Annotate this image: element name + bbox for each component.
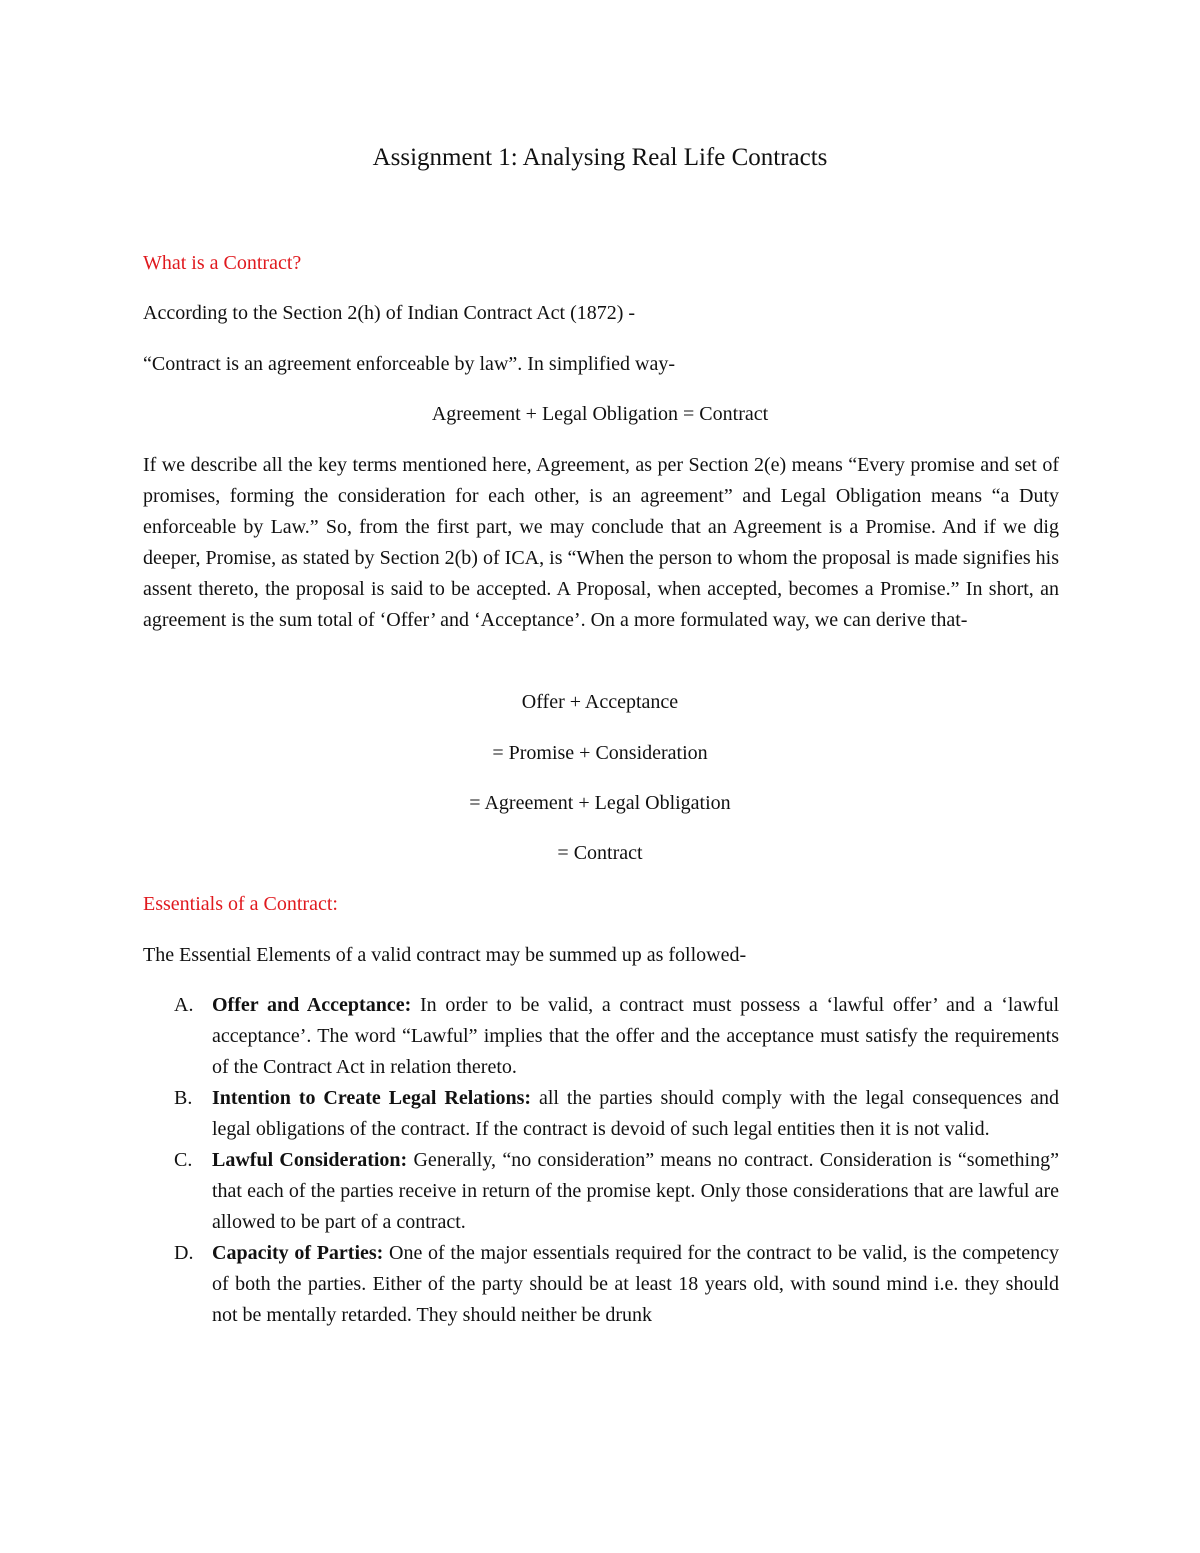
list-marker: C. — [174, 1149, 193, 1171]
derivation-step-3: = Agreement + Legal Obligation — [469, 792, 731, 814]
definition-line: “Contract is an agreement enforceable by law”. In simplified way- — [143, 353, 676, 375]
derivation-step-4: = Contract — [557, 842, 643, 864]
list-marker: B. — [174, 1087, 193, 1109]
list-marker: A. — [174, 994, 194, 1016]
list-item-text: Generally, “no consideration” means no contract. Consideration is “something” that each of the parties receive in return of the promise kept. Only those considerations that are lawful are allowed to be part of a contract. — [212, 1149, 1059, 1233]
section-reference-line: According to the Section 2(h) of Indian Contract Act (1872) - — [143, 302, 636, 324]
list-item-term: Lawful Consideration: — [212, 1149, 408, 1171]
list-marker: D. — [174, 1242, 194, 1264]
section-heading-essentials: Essentials of a Contract: — [143, 893, 338, 915]
essentials-list — [143, 990, 1059, 1331]
contract-formula: Agreement + Legal Obligation = Contract — [431, 403, 769, 425]
derivation-step-1: Offer + Acceptance — [521, 691, 679, 713]
list-item-text: In order to be valid, a contract must possess a ‘lawful offer’ and a ‘lawful acceptance’. The word “Lawful” implies that the offer and the acceptance must satisfy the requirements of the Contract Act in relation thereto. — [212, 994, 1059, 1078]
essentials-list-item — [143, 1083, 1059, 1145]
section-heading-what-is-contract: What is a Contract? — [143, 252, 302, 274]
list-item-term: Offer and Acceptance: — [212, 994, 412, 1016]
document-title: Assignment 1: Analysing Real Life Contracts — [372, 144, 828, 171]
essentials-intro: The Essential Elements of a valid contract may be summed up as followed- — [143, 944, 747, 966]
list-item-text: all the parties should comply with the legal consequences and legal obligations of the contract. If the contract is devoid of such legal entities then it is not valid. — [212, 1087, 1060, 1140]
list-item-text: One of the major essentials required for the contract to be valid, is the competency of both the parties. Either of the party should be at least 18 years old, with sound mind i.e. they should not be mentally retarded. They should neither be drunk — [212, 1242, 1060, 1326]
list-item-term: Intention to Create Legal Relations: — [212, 1087, 532, 1109]
essentials-list-item — [143, 1145, 1059, 1238]
derivation-step-2: = Promise + Consideration — [492, 742, 708, 764]
essentials-list-item — [143, 1238, 1059, 1331]
essentials-list-item — [143, 990, 1059, 1083]
key-terms-paragraph: If we describe all the key terms mentioned here, Agreement, as per Section 2(e) means “Every promise and set of promises, forming the consideration for each other, is an agreement” and Legal Obligation means “a Duty enforceable by Law.” So, from the first part, we may conclude that an Agreement is a Promise. And if we dig deeper, Promise, as stated by Section 2(b) of ICA, is “When the person to whom the proposal is made signifies his assent thereto, the proposal is said to be accepted. A Proposal, when accepted, becomes a Promise.” In short, an agreement is the sum total of ‘Offer’ and ‘Acceptance’. On a more formulated way, we can derive that- — [143, 454, 1059, 631]
list-item-term: Capacity of Parties: — [212, 1242, 384, 1264]
